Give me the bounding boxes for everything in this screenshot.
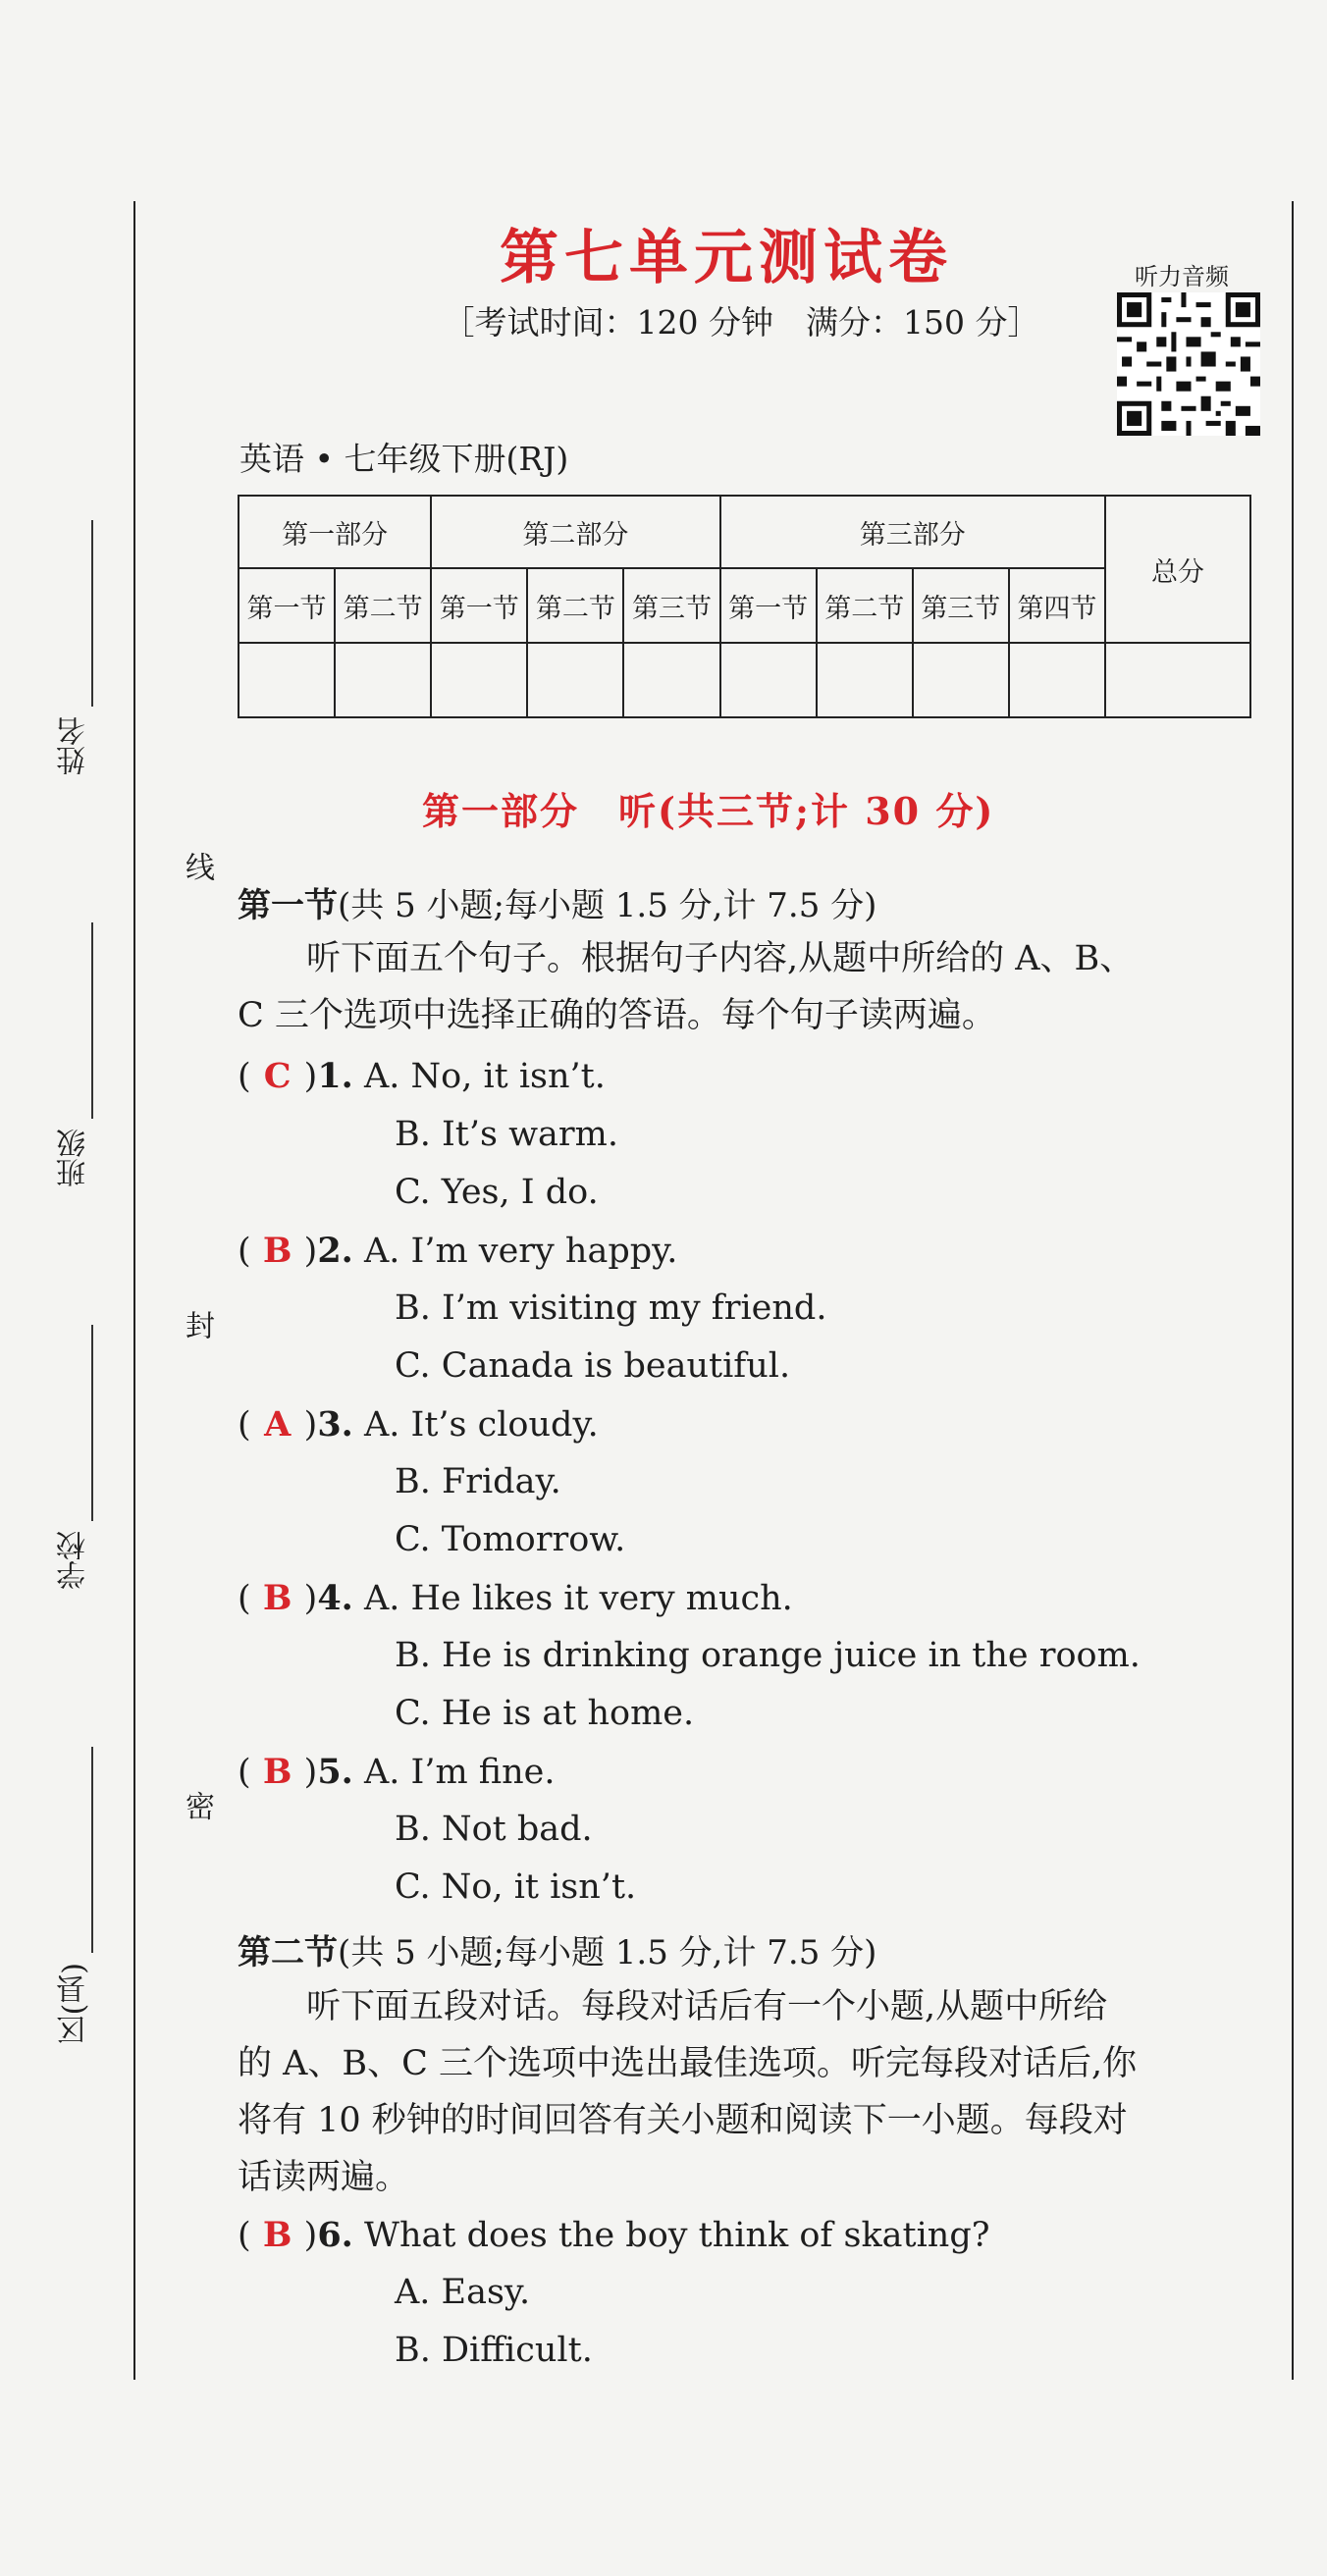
option-text: C. Canada is beautiful. (395, 1346, 791, 1386)
question-6: ( B )6. What does the boy think of skating? (238, 2215, 990, 2255)
name-field-label: 姓名 (57, 716, 91, 775)
exam-time-info: ［考试时间：120 分钟 满分：150 分］ (442, 303, 1040, 342)
score-section-cell: 第一节 (431, 568, 527, 643)
question-number: 3. (317, 1404, 353, 1445)
score-header-part2: 第二部分 (431, 496, 719, 568)
option-text: B. I’m visiting my friend. (395, 1288, 827, 1328)
question-number: 5. (317, 1752, 353, 1792)
score-header-part1: 第一部分 (239, 496, 431, 568)
section2-heading-bold: 第二节 (238, 1933, 338, 1972)
binding-line-outer (133, 201, 135, 2380)
question-5: ( B )5. A. I’m fine. (238, 1752, 556, 1792)
class-field-label: 班级 (57, 1129, 91, 1187)
option-text: C. Tomorrow. (395, 1520, 626, 1559)
option-text: C. He is at home. (395, 1694, 695, 1733)
score-entry-cell[interactable] (913, 643, 1009, 717)
part1-heading: 第一部分 听(共三节;计 30 分) (422, 789, 995, 833)
score-header-part3: 第三部分 (720, 496, 1105, 568)
section1-instruction-line2: C 三个选项中选择正确的答语。每个句子读两遍。 (238, 996, 996, 1035)
question-number: 6. (317, 2215, 353, 2255)
question-4: ( B )4. A. He likes it very much. (238, 1578, 793, 1618)
score-section-cell: 第二节 (527, 568, 623, 643)
section2-instruction-line2: 的 A、B、C 三个选项中选出最佳选项。听完每段对话后,你 (238, 2044, 1138, 2083)
question-2: ( B )2. A. I’m very happy. (238, 1231, 678, 1271)
answer-mark[interactable]: B (262, 2215, 292, 2255)
question-3: ( A )3. A. It’s cloudy. (238, 1404, 599, 1445)
option-text: A. Easy. (395, 2273, 531, 2312)
qr-caption: 听力音频 (1135, 263, 1229, 290)
section2-heading-rest: (共 5 小题;每小题 1.5 分,计 7.5 分) (338, 1933, 877, 1972)
score-entry-cell[interactable] (335, 643, 431, 717)
question-number: 4. (317, 1578, 353, 1618)
question-stem: What does the boy think of skating? (364, 2216, 990, 2255)
district-field-label: 区(县) (57, 1963, 91, 2045)
option-text: B. Not bad. (395, 1810, 593, 1849)
section2-heading (238, 1925, 876, 1973)
seal-mark-line: 线 (180, 852, 214, 881)
section1-heading-rest: (共 5 小题;每小题 1.5 分,计 7.5 分) (338, 886, 877, 925)
section2-instruction-line4: 话读两遍。 (238, 2158, 410, 2197)
score-section-cell: 第一节 (720, 568, 817, 643)
section2-instruction-line3: 将有 10 秒钟的时间回答有关小题和阅读下一小题。每段对 (238, 2101, 1128, 2140)
course-label: 英语 • 七年级下册(RJ) (239, 440, 569, 478)
school-field-line[interactable] (91, 1325, 93, 1521)
option-text: B. Friday. (395, 1462, 561, 1501)
question-1: ( C )1. A. No, it isn’t. (238, 1056, 606, 1096)
score-entry-cell[interactable] (527, 643, 623, 717)
seal-mark-seal: 封 (180, 1310, 214, 1340)
section1-instruction-line1: 听下面五个句子。根据句子内容,从题中所给的 A、B、 (306, 939, 1135, 978)
answer-mark[interactable]: A (264, 1404, 292, 1445)
option-text: A. He likes it very much. (364, 1579, 793, 1618)
section2-instruction-line1: 听下面五段对话。每段对话后有一个小题,从题中所给 (306, 1987, 1108, 2026)
score-entry-cell-total[interactable] (1105, 643, 1250, 717)
answer-mark[interactable]: C (263, 1056, 292, 1096)
score-section-cell: 第三节 (623, 568, 719, 643)
option-text: A. I’m very happy. (364, 1232, 678, 1271)
school-field-label: 学校 (57, 1531, 91, 1590)
score-section-cell: 第四节 (1009, 568, 1105, 643)
score-section-cell: 第三节 (913, 568, 1009, 643)
class-field-line[interactable] (91, 922, 93, 1119)
option-text: B. Difficult. (395, 2331, 593, 2370)
district-field-line[interactable] (91, 1747, 93, 1953)
answer-mark[interactable]: B (262, 1231, 292, 1271)
name-field-line[interactable] (91, 520, 93, 707)
seal-mark-secret: 密 (180, 1791, 214, 1820)
score-entry-cell[interactable] (1009, 643, 1105, 717)
score-table (238, 495, 1251, 718)
option-text: C. Yes, I do. (395, 1173, 599, 1212)
option-text: B. It’s warm. (395, 1115, 618, 1154)
score-entry-cell[interactable] (720, 643, 817, 717)
question-number: 1. (317, 1056, 353, 1096)
score-header-total: 总分 (1105, 496, 1250, 643)
option-text: A. I’m fine. (364, 1753, 556, 1792)
question-number: 2. (317, 1231, 353, 1271)
score-entry-cell[interactable] (623, 643, 719, 717)
section1-heading-bold: 第一节 (238, 886, 338, 925)
section1-heading (238, 878, 876, 926)
option-text: C. No, it isn’t. (395, 1867, 637, 1907)
option-text: B. He is drinking orange juice in the room. (395, 1636, 1141, 1675)
option-text: A. It’s cloudy. (364, 1405, 599, 1445)
score-section-cell: 第二节 (335, 568, 431, 643)
page-border-right (1292, 201, 1294, 2380)
answer-mark[interactable]: B (262, 1752, 292, 1792)
score-entry-cell[interactable] (431, 643, 527, 717)
answer-mark[interactable]: B (262, 1578, 292, 1618)
score-section-cell: 第一节 (239, 568, 335, 643)
score-entry-cell[interactable] (817, 643, 913, 717)
score-entry-cell[interactable] (239, 643, 335, 717)
qr-code-icon[interactable] (1117, 292, 1260, 436)
page-title: 第七单元测试卷 (500, 224, 953, 292)
option-text: A. No, it isn’t. (364, 1057, 606, 1096)
score-section-cell: 第二节 (817, 568, 913, 643)
